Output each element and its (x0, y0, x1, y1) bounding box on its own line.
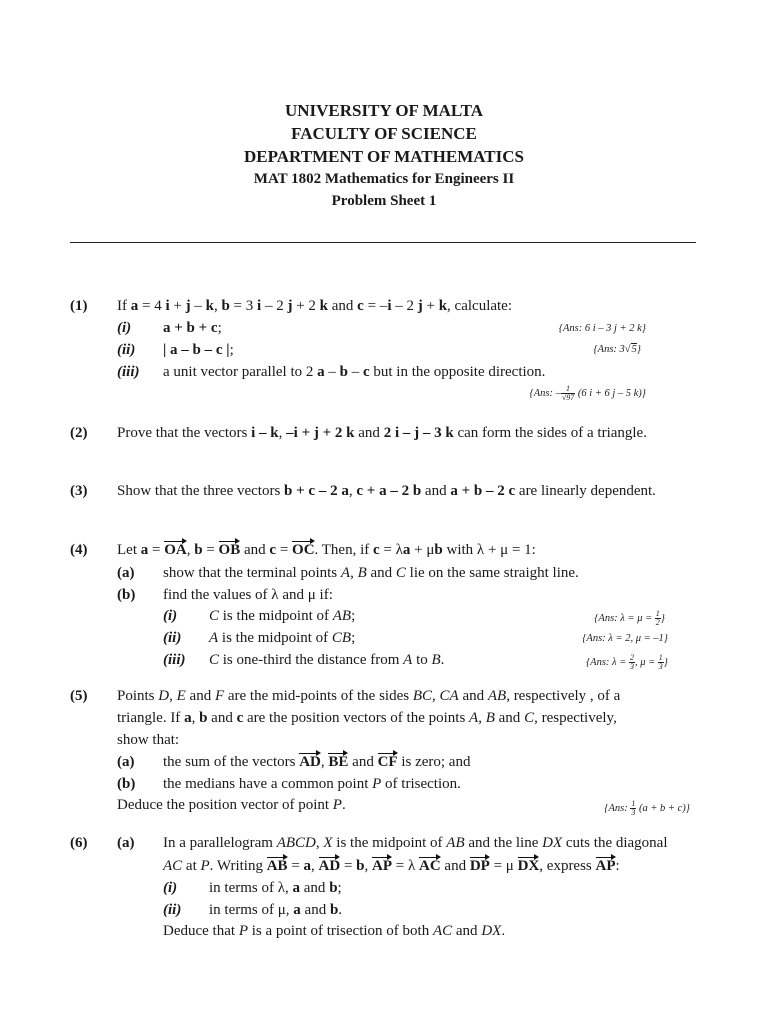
faculty-title: FACULTY OF SCIENCE (291, 124, 477, 143)
problem-6-a-label: (a) (117, 835, 135, 851)
problem-1-iii-text: a unit vector parallel to 2 a – b – c but in the opposite direction. (163, 364, 546, 380)
problem-4-b-iii-answer: {Ans: λ = $\frac{2}{3}$ , μ = $\frac{1}{3}$ } (585, 653, 668, 671)
problem-1-ii-answer: {Ans: 3√5} (593, 344, 641, 355)
problem-2-number: (2) (70, 425, 88, 441)
problem-1-number: (1) (70, 298, 88, 314)
problem-1-i-text: a + b + c; (163, 320, 222, 336)
problem-1-intro: If a = 4 i + j – k, b = 3 i – 2 j + 2 k and c = –i – 2 j + k, calculate: (117, 298, 513, 314)
problem-4-b-iii-text: C is one-third the distance from A to B. (209, 652, 445, 668)
problem-6-ii-text: in terms of μ, a and b. (209, 902, 343, 918)
problem-4-intro: Let a = OA, b = OB and c = OC. Then, if c = λa + μb with λ + μ = 1: (117, 542, 536, 558)
problem-4-a-label: (a) (117, 565, 135, 581)
problem-4-b-i-label: (i) (163, 608, 178, 624)
problem-5-number: (5) (70, 688, 88, 704)
problem-5-b-text: the medians have a common point P of trisection. (163, 776, 461, 792)
department-title: DEPARTMENT OF MATHEMATICS (244, 147, 524, 166)
problem-5-line-3: show that: (117, 732, 180, 748)
problem-1-iii-answer: {Ans: – $\frac{1}{√97}$ (6 i + 6 j – 5 k)} (529, 384, 646, 402)
problem-1-i-answer: {Ans: 6 i – 3 j + 2 k} (558, 323, 646, 334)
problem-5-answer: {Ans: $\frac{1}{3}$ (a + b + c)} (604, 799, 690, 817)
problem-1-iii-label: (iii) (117, 364, 140, 380)
problem-4-b-ii-text: A is the midpoint of CB; (209, 630, 356, 646)
university-title: UNIVERSITY OF MALTA (284, 101, 484, 120)
problem-4-b-text: find the values of λ and μ if: (163, 587, 333, 603)
problem-2-text: Prove that the vectors i – k, –i + j + 2 k and 2 i – j – 3 k can form the sides of a triangle. (117, 425, 647, 441)
problem-1-ii-text: | a – b – c |; (163, 342, 234, 358)
problem-5-a-text: the sum of the vectors AD, BE and CF is zero; and (163, 754, 471, 770)
problem-6-number: (6) (70, 835, 88, 851)
problem-3-text: Show that the three vectors b + c – 2 a, c + a – 2 b and a + b – 2 c are linearly dependent. (117, 483, 656, 499)
problem-1-i-label: (i) (117, 320, 132, 336)
problem-4-number: (4) (70, 542, 88, 558)
problem-5-a-label: (a) (117, 754, 135, 770)
problem-6-ii-label: (ii) (163, 902, 182, 918)
problem-4-b-i-answer: {Ans: λ = μ = $\frac{1}{2}$ } (594, 609, 665, 627)
problem-5-b-label: (b) (117, 776, 136, 792)
problem-6-i-label: (i) (163, 880, 178, 896)
problem-5-line-2: triangle. If a, b and c are the position vectors of the points A, B and C, respectively, (117, 710, 617, 726)
problem-4-a-text: show that the terminal points A, B and C lie on the same straight line. (163, 565, 579, 581)
problem-3-number: (3) (70, 483, 88, 499)
problem-4-b-iii-label: (iii) (163, 652, 186, 668)
problem-4-b-ii-label: (ii) (163, 630, 182, 646)
problem-1-ii-label: (ii) (117, 342, 136, 358)
course-title: MAT 1802 Mathematics for Engineers II (253, 171, 515, 187)
problem-6-deduce: Deduce that P is a point of trisection of both AC and DX. (163, 923, 506, 939)
problem-6-line-2: AC at P. Writing AB = a, AD = b, AP = λ AC and DP = μ DX, express AP: (163, 858, 620, 874)
problem-6-i-text: in terms of λ, a and b; (209, 880, 342, 896)
problem-5-deduce: Deduce the position vector of point P. (117, 797, 346, 813)
sheet-title: Problem Sheet 1 (331, 193, 437, 209)
header-divider (70, 242, 696, 243)
problem-6-a-text: In a parallelogram ABCD, X is the midpoint of AB and the line DX cuts the diagonal (163, 835, 668, 851)
problem-4-b-ii-answer: {Ans: λ = 2, μ = –1} (582, 633, 668, 644)
problem-5-line-1: Points D, E and F are the mid-points of the sides BC, CA and AB, respectively , of a (117, 688, 621, 704)
problem-4-b-i-text: C is the midpoint of AB; (209, 608, 356, 624)
problem-4-b-label: (b) (117, 587, 136, 603)
